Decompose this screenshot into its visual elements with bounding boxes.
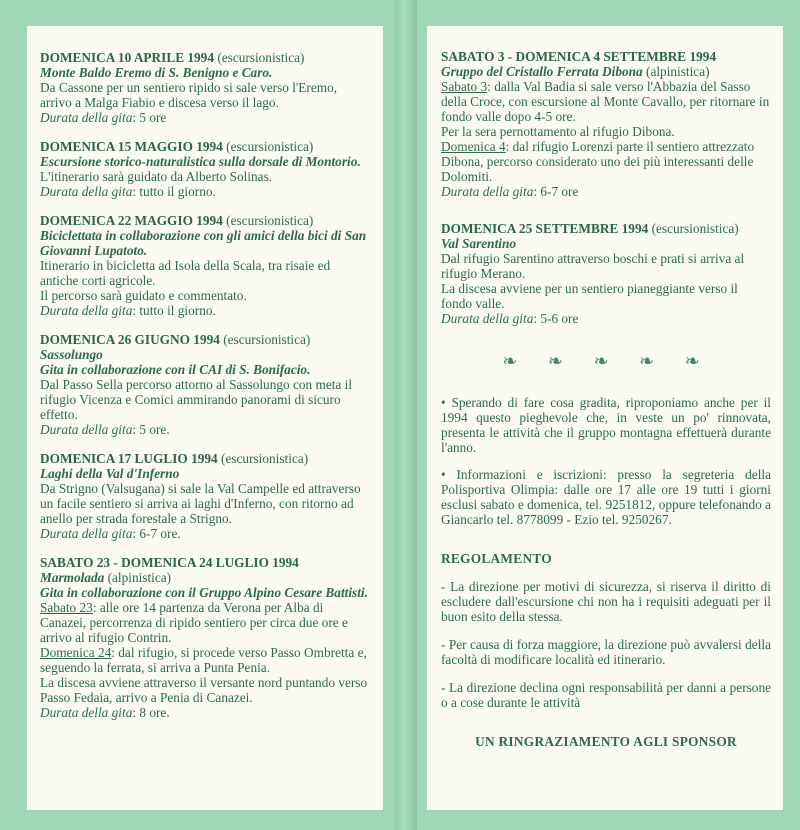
leaf-ornament-icon: ❧	[639, 351, 665, 371]
duration-label: Durata della gita	[40, 184, 133, 199]
event-duration	[40, 184, 371, 199]
event-title: Sassolungo	[40, 347, 103, 362]
event-title	[441, 64, 771, 79]
event-date: DOMENICA 26 GIUGNO 1994	[40, 332, 220, 347]
event-title: Monte Baldo Eremo di S. Benigno e Caro.	[40, 65, 273, 80]
part-label: Sabato 3	[441, 79, 488, 94]
event-26-giugno	[40, 332, 371, 437]
event-type: (escursionistica)	[223, 332, 311, 347]
part-label: Domenica 4	[441, 139, 506, 154]
event-17-luglio	[40, 451, 371, 541]
event-description: Il percorso sarà guidato e commentato.	[40, 288, 247, 303]
leaf-ornament-icon: ❧	[684, 351, 710, 371]
part-label: Sabato 23	[40, 600, 93, 615]
event-part	[441, 79, 771, 124]
event-duration	[441, 311, 771, 326]
sponsor-thanks: UN RINGRAZIAMENTO AGLI SPONSOR	[475, 734, 737, 749]
event-date: SABATO 23 - DOMENICA 24 LUGLIO 1994	[40, 555, 299, 570]
event-type: (escursionistica)	[221, 451, 309, 466]
info-paragraph: • Informazioni e iscrizioni: presso la segreteria della Polisportiva Olimpia: dalle ore 17 alle ore 19 tutti i giorni esclusi sabato e domenica, tel. 9251812, oppure telefonando a Giancarlo tel. 8778099 - Ezio tel. 9250267.	[441, 467, 771, 527]
event-25-settembre	[441, 221, 771, 326]
event-duration	[40, 110, 371, 125]
duration-value: : 5 ore	[132, 110, 167, 125]
duration-label: Durata della gita	[40, 526, 133, 541]
duration-value: : tutto il giorno.	[132, 303, 216, 318]
event-description: Dal rifugio Sarentino attraverso boschi e prati si arriva al rifugio Merano.	[441, 251, 745, 281]
event-3-4-settembre	[441, 49, 771, 199]
event-description: Da Strigno (Valsugana) si sale la Val Campelle ed attraverso un facile sentiero si arriva ai laghi d'Inferno, con ritorno ad anello per strada forestale a Strigno.	[40, 481, 361, 526]
part-label: Domenica 24	[40, 645, 112, 660]
leaf-ornament-icon: ❧	[593, 351, 619, 371]
event-type: (alpinistica)	[104, 570, 172, 585]
event-part: Per la sera pernottamento al rifugio Dibona.	[441, 124, 675, 139]
duration-value: : 6-7 ore.	[132, 526, 181, 541]
event-duration	[40, 705, 371, 720]
leaf-ornament-icon: ❧	[502, 351, 528, 371]
event-date: DOMENICA 15 MAGGIO 1994	[40, 139, 223, 154]
event-description: Dal Passo Sella percorso attorno al Sassolungo con meta il rifugio Vicenza e Comici ammirando panorami di sicuro effetto.	[40, 377, 353, 422]
event-title: Val Sarentino	[441, 236, 517, 251]
duration-label: Durata della gita	[40, 303, 133, 318]
duration-value: : 5-6 ore	[533, 311, 579, 326]
event-description: Itinerario in bicicletta ad Isola della Scala, tra risaie ed antiche corti agricole.	[40, 258, 331, 288]
event-title-text: Marmolada	[40, 570, 105, 585]
event-type: (escursionistica)	[651, 221, 739, 236]
event-title	[40, 570, 371, 585]
part-text: : alle ore 14 partenza da Verona per Alba di Canazei, percorrenza di ripido sentiero per circa due ore e arrivo al rifugio Contrin.	[40, 600, 348, 645]
event-date: DOMENICA 25 SETTEMBRE 1994	[441, 221, 649, 236]
leaf-ornament-icon: ❧	[547, 351, 573, 371]
event-part	[40, 600, 371, 645]
duration-value: : tutto il giorno.	[132, 184, 216, 199]
rule-item: - La direzione per motivi di sicurezza, si riserva il diritto di escludere dall'escursione chi non ha i requisiti adeguati per il buon esito della stessa.	[441, 579, 771, 624]
event-22-maggio	[40, 213, 371, 318]
event-duration	[40, 303, 371, 318]
rules-heading: REGOLAMENTO	[441, 551, 552, 566]
event-title-text: Gruppo del Cristallo Ferrata Dibona	[441, 64, 643, 79]
event-title: Laghi della Val d'Inferno	[40, 466, 180, 481]
event-date: SABATO 3 - DOMENICA 4 SETTEMBRE 1994	[441, 49, 717, 64]
ornament-row	[441, 351, 771, 371]
event-duration	[40, 526, 371, 541]
duration-label: Durata della gita	[441, 311, 534, 326]
duration-value: : 6-7 ore	[533, 184, 579, 199]
event-type: (escursionistica)	[226, 139, 314, 154]
event-subtitle: Gita in collaborazione con il CAI di S. Bonifacio.	[40, 362, 311, 377]
event-part	[441, 139, 771, 184]
event-part	[40, 645, 371, 675]
event-type: (alpinistica)	[642, 64, 710, 79]
event-title: Biciclettata in collaborazione con gli amici della bici di San Giovanni Lupatoto.	[40, 228, 367, 258]
event-type: (escursionistica)	[217, 50, 305, 65]
event-date: DOMENICA 17 LUGLIO 1994	[40, 451, 218, 466]
event-duration	[40, 422, 371, 437]
event-date: DOMENICA 22 MAGGIO 1994	[40, 213, 223, 228]
event-subtitle: Gita in collaborazione con il Gruppo Alpino Cesare Battisti.	[40, 585, 368, 600]
event-date: DOMENICA 10 APRILE 1994	[40, 50, 214, 65]
event-type: (escursionistica)	[226, 213, 314, 228]
part-text: : dalla Val Badia si sale verso l'Abbazia del Sasso della Croce, con escursione al Monte Cavallo, per ritornare in fondo valle dopo 4-5 ore.	[441, 79, 770, 124]
right-panel	[427, 26, 783, 810]
duration-label: Durata della gita	[40, 705, 133, 720]
part-text: : dal rifugio, si procede verso Passo Ombretta e, seguendo la ferrata, si arriva a Punta Penia.	[40, 645, 367, 675]
duration-value: : 5 ore.	[132, 422, 170, 437]
rule-item: - La direzione declina ogni responsabilità per danni a persone o a cose durante le attività	[441, 680, 771, 710]
event-description: Da Cassone per un sentiero ripido si sale verso l'Eremo, arrivo a Malga Fiabio e discesa verso il lago.	[40, 80, 338, 110]
event-10-aprile	[40, 50, 371, 125]
event-description: L'itinerario sarà guidato da Alberto Solinas.	[40, 169, 273, 184]
event-duration	[441, 184, 771, 199]
duration-label: Durata della gita	[40, 422, 133, 437]
duration-label: Durata della gita	[40, 110, 133, 125]
page-fold	[395, 0, 417, 830]
event-title: Escursione storico-naturalistica sulla dorsale di Montorio.	[40, 154, 361, 169]
part-text: : dal rifugio Lorenzi parte il sentiero attrezzato Dibona, percorso considerato uno dei più interessanti delle Dolomiti.	[441, 139, 755, 184]
left-panel	[27, 26, 383, 810]
event-description: La discesa avviene per un sentiero pianeggiante verso il fondo valle.	[441, 281, 738, 311]
rule-item: - Per causa di forza maggiore, la direzione può avvalersi della facoltà di modificare località ed itinerario.	[441, 637, 771, 667]
info-paragraph: • Sperando di fare cosa gradita, riproponiamo anche per il 1994 questo pieghevole che, in veste un po' rinnovata, presenta le attività che il gruppo montagna effettuerà durante l'anno.	[441, 395, 771, 455]
duration-value: : 8 ore.	[132, 705, 170, 720]
event-description: La discesa avviene attraverso il versante nord puntando verso Passo Fedaia, arrivo a Penia di Canazei.	[40, 675, 368, 705]
event-23-24-luglio	[40, 555, 371, 720]
duration-label: Durata della gita	[441, 184, 534, 199]
event-15-maggio	[40, 139, 371, 199]
